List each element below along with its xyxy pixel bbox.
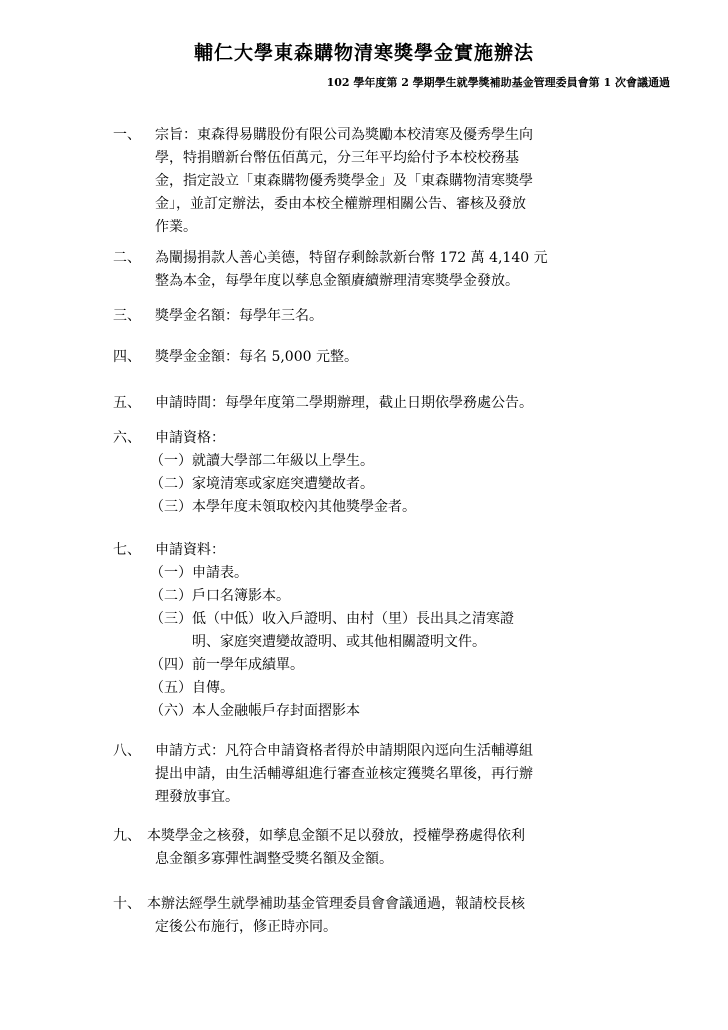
list-item: （四）前一學年成績單。 xyxy=(150,657,304,673)
article-7-items xyxy=(150,562,514,723)
list-item: （三）本學年度未領取校內其他獎學金者。 xyxy=(150,499,416,515)
article-text-line: 獎學金金額：每名 5,000 元整。 xyxy=(155,349,358,365)
article-6 xyxy=(113,427,225,450)
article-6-items xyxy=(150,450,416,519)
article-text-line: 金」，並訂定辦法，委由本校全權辦理相關公告、審核及發放 xyxy=(155,196,526,212)
article-text-line: 申請資料： xyxy=(155,542,225,558)
article-text-line: 獎學金名額：每學年三名。 xyxy=(155,308,323,324)
list-item: （二）家境清寒或家庭突遭變故者。 xyxy=(150,476,374,492)
article-text-line: 定後公布施行，修正時亦同。 xyxy=(155,919,337,935)
article-number: 三、 xyxy=(113,308,141,324)
article-number: 七、 xyxy=(113,542,141,558)
article-text-line: 申請時間：每學年度第二學期辦理，截止日期依學務處公告。 xyxy=(155,395,533,411)
list-item: （五）自傳。 xyxy=(150,680,234,696)
article-3 xyxy=(113,305,323,328)
article-text-line: 本辦法經學生就學補助基金管理委員會會議通過，報請校長核 xyxy=(147,896,525,912)
article-text-line: 學，特捐贈新台幣伍佰萬元，分三年平均給付予本校校務基 xyxy=(155,150,519,166)
article-text-line: 提出申請，由生活輔導組進行審查並核定獲獎名單後，再行辦 xyxy=(155,766,533,782)
article-text-line: 息金額多寡彈性調整受獎名額及金額。 xyxy=(155,851,393,867)
article-text-line: 金，指定設立「東森購物優秀獎學金」及「東森購物清寒獎學 xyxy=(155,173,533,189)
list-item: （二）戶口名簿影本。 xyxy=(150,588,290,604)
article-number: 二、 xyxy=(113,250,141,266)
article-number: 六、 xyxy=(113,430,141,446)
article-text-line: 本獎學金之核發，如孳息金額不足以發放，授權學務處得依利 xyxy=(147,828,525,844)
article-text-line: 申請資格： xyxy=(155,430,225,446)
article-number: 一、 xyxy=(113,127,141,143)
article-8 xyxy=(113,740,533,809)
article-7 xyxy=(113,539,225,562)
article-number: 五、 xyxy=(113,395,141,411)
article-9 xyxy=(113,825,525,871)
article-1-cont xyxy=(155,147,533,239)
article-number: 四、 xyxy=(113,349,141,365)
article-text-line: 理發放事宜。 xyxy=(155,789,239,805)
article-number: 八、 xyxy=(113,743,141,759)
article-4 xyxy=(113,346,358,369)
list-item: （三）低（中低）收入戶證明、由村（里）長出具之清寒證 xyxy=(150,611,514,627)
article-text-line: 為闡揚捐款人善心美德，特留存剩餘款新台幣 172 萬 4,140 元 xyxy=(155,250,548,266)
list-item: （一）申請表。 xyxy=(150,565,248,581)
article-number: 十、 xyxy=(113,896,141,912)
article-text-line: 申請方式：凡符合申請資格者得於申請期限內逕向生活輔導組 xyxy=(155,743,533,759)
article-text-line: 整為本金，每學年度以孳息金額賡續辦理清寒獎學金發放。 xyxy=(155,273,519,289)
article-5 xyxy=(113,392,533,415)
article-number: 九、 xyxy=(113,828,141,844)
list-item: （一）就讀大學部二年級以上學生。 xyxy=(150,453,374,469)
article-text-line: 作業。 xyxy=(155,219,197,235)
article-10 xyxy=(113,893,525,939)
article-2 xyxy=(113,247,548,293)
document-title: 輔仁大學東森購物清寒獎學金實施辦法 xyxy=(193,42,534,64)
list-item: （六）本人金融帳戶存封面摺影本 xyxy=(150,703,360,719)
list-item: 明、家庭突遭變故證明、或其他相關證明文件。 xyxy=(150,634,486,650)
document-subtitle: 102 學年度第 2 學期學生就學獎補助基金管理委員會第 1 次會議通過 xyxy=(326,76,670,89)
article-1 xyxy=(113,124,533,147)
article-text-line: 宗旨：東森得易購股份有限公司為獎勵本校清寒及優秀學生向 xyxy=(155,127,533,143)
